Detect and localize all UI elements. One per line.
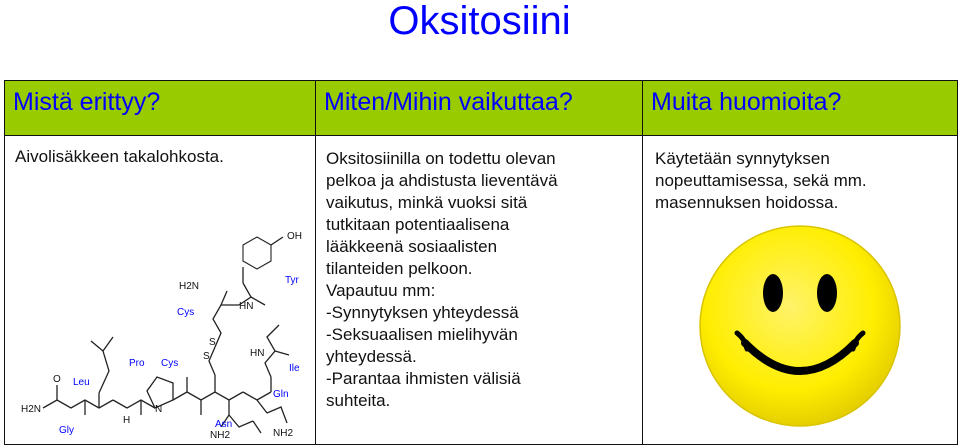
effects-line: -Parantaa ihmisten välisiä — [326, 369, 521, 388]
effects-line: yhteydessä. — [326, 347, 417, 366]
effects-line: vaikutus, minkä vuoksi sitä — [326, 193, 528, 212]
smiley-face-icon — [695, 221, 905, 431]
atom-label: O — [53, 374, 61, 385]
atom-label: H — [123, 415, 131, 426]
oxytocin-structure-diagram — [17, 201, 302, 441]
atom-label: H2N — [21, 404, 42, 415]
residue-label: Cys — [161, 358, 179, 369]
effects-line: pelkoa ja ahdistusta lieventävä — [326, 171, 558, 190]
notes-line: masennuksen hoidossa. — [655, 193, 839, 212]
header-effects: Miten/Mihin vaikuttaa? — [316, 81, 643, 136]
atom-label: N — [155, 404, 163, 415]
effects-line: Oksitosiinilla on todettu olevan — [326, 149, 556, 168]
atom-label: S — [203, 351, 210, 362]
residue-label: Asn — [215, 419, 233, 430]
effects-line: lääkkeenä sosiaalisten — [326, 237, 498, 256]
notes-line: nopeuttamisessa, sekä mm. — [655, 171, 867, 190]
atom-label: NH2 — [273, 428, 294, 439]
atom-label: OH — [287, 231, 302, 242]
residue-label: Cys — [177, 307, 195, 318]
atom-label: HN — [250, 348, 265, 359]
atom-label: H2N — [179, 281, 200, 292]
residue-label: Gly — [59, 425, 74, 436]
effects-text — [326, 148, 631, 412]
effects-line: tilanteiden pelkoon. — [326, 259, 473, 278]
effects-line: Vapautuu mm: — [326, 281, 436, 300]
atom-label: HN — [239, 301, 254, 312]
atom-label: NH2 — [210, 430, 231, 441]
effects-line: suhteita. — [326, 391, 391, 410]
header-where-secreted: Mistä erittyy? — [5, 81, 316, 136]
notes-text — [655, 148, 955, 214]
cell-effects — [316, 136, 643, 445]
page-title: Oksitosiini — [388, 0, 571, 43]
residue-label: Ile — [289, 363, 300, 374]
effects-line: -Synnytyksen yhteydessä — [326, 303, 519, 322]
effects-line: -Seksuaalisen mielihyvän — [326, 325, 518, 344]
cell-other-notes — [643, 136, 958, 445]
effects-line: tutkitaan potentiaalisena — [326, 215, 510, 234]
header-other-notes: Muita huomioita? — [643, 81, 958, 136]
atom-label: S — [209, 337, 216, 348]
residue-label: Tyr — [285, 275, 299, 286]
residue-label: Leu — [73, 377, 90, 388]
notes-line: Käytetään synnytyksen — [655, 149, 830, 168]
residue-label: Pro — [129, 358, 145, 369]
info-table — [4, 80, 958, 445]
cell-where-secreted — [5, 136, 316, 445]
residue-label: Gln — [273, 389, 289, 400]
secretion-source-text: Aivolisäkkeen takalohkosta. — [15, 147, 224, 166]
